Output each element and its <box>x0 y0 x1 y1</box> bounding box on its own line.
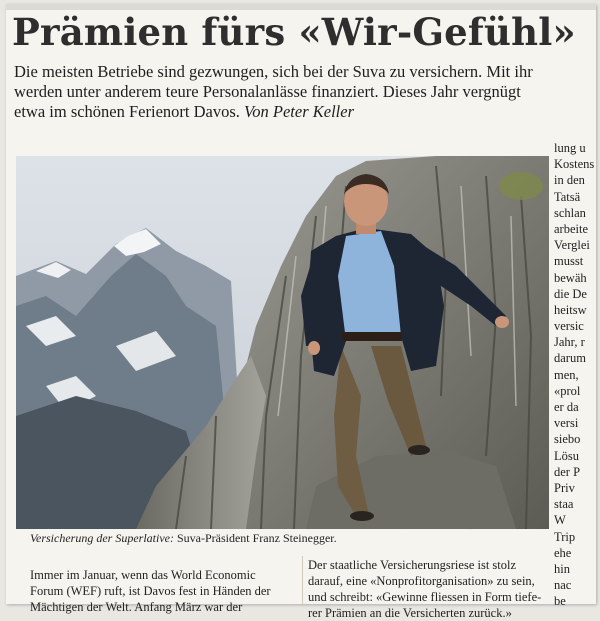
caption-label: Versicherung der Superlative: <box>30 531 174 545</box>
body-line: Lösu <box>554 448 579 463</box>
column-divider <box>302 556 303 606</box>
body-line: arbeite <box>554 221 589 236</box>
caption-text: Suva-Präsident Franz Steinegger. <box>176 531 337 545</box>
headline: Prämien fürs «Wir-Gefühl» <box>12 10 576 54</box>
body-line: siebo <box>554 432 581 447</box>
lead-line <box>14 102 594 122</box>
body-line: und schreibt: «Gewinne fliessen in Form tiefe- <box>308 590 542 604</box>
body-line: Immer im Januar, wenn das World Economic <box>30 568 256 582</box>
body-line: versi <box>554 416 579 431</box>
body-line: Tatsä <box>554 189 581 204</box>
body-line: «prol <box>554 383 581 398</box>
lead-paragraph <box>14 62 594 122</box>
body-line: Verglei <box>554 238 590 253</box>
body-line: nac <box>554 578 572 593</box>
body-line: W <box>554 513 566 528</box>
body-line: men, <box>554 367 579 382</box>
body-line: Forum (WEF) ruft, ist Davos fest in Händen der <box>30 584 271 598</box>
author-byline: Von Peter Keller <box>244 102 355 121</box>
body-line: hin <box>554 561 570 576</box>
body-line: darauf, eine «Nonprofitorganisation» zu sein, <box>308 574 535 588</box>
body-line: staa <box>554 497 574 512</box>
photo-caption <box>30 531 550 546</box>
body-line: darum <box>554 351 586 366</box>
body-column-left <box>30 567 292 615</box>
body-line: Der staatliche Versicherungsriese ist stolz <box>308 558 517 572</box>
body-line: in den <box>554 173 585 188</box>
body-line: rer Prämien an die Versicherten zurück.» <box>308 606 512 620</box>
body-line: schlan <box>554 205 586 220</box>
body-line: lung u <box>554 141 586 155</box>
body-line: Trip <box>554 529 576 544</box>
body-line: be <box>554 594 566 609</box>
photo-illustration <box>16 156 549 529</box>
body-line: bewäh <box>554 270 587 285</box>
body-line: ehe <box>554 545 572 560</box>
body-column-middle <box>308 557 558 621</box>
body-line: Mächtigen der Welt. Anfang März war der <box>30 600 243 614</box>
body-line: versic <box>554 319 584 334</box>
body-line: der P <box>554 464 581 479</box>
lead-line: werden unter anderem teure Personalanlässe finanziert. Dieses Jahr vergnügt <box>14 82 521 101</box>
body-line: Kostens <box>554 157 595 172</box>
body-line: Jahr, r <box>554 335 585 350</box>
body-line: die De <box>554 286 587 301</box>
newspaper-page <box>6 4 596 620</box>
body-column-right <box>554 140 596 609</box>
lead-line-text: etwa im schönen Ferienort Davos. <box>14 102 240 121</box>
body-line: er da <box>554 400 579 414</box>
article-photo <box>16 156 549 529</box>
body-line: musst <box>554 254 584 269</box>
body-line: Priv <box>554 480 575 495</box>
lead-line: Die meisten Betriebe sind gezwungen, sich bei der Suva zu versichern. Mit ihr <box>14 62 533 81</box>
body-line: heitsw <box>554 302 587 317</box>
